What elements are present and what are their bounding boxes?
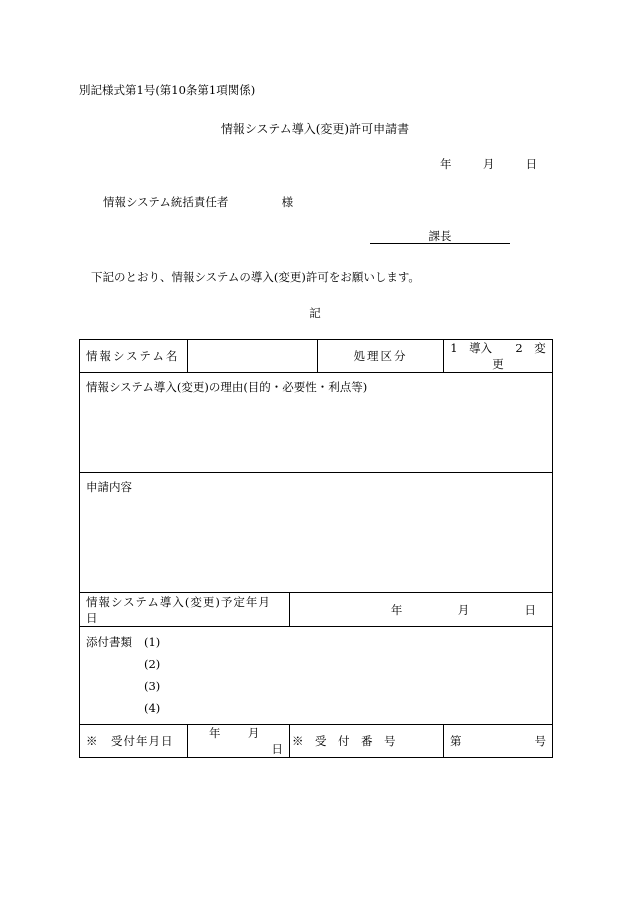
schedule-date-field[interactable]	[290, 593, 553, 627]
row-application-content	[80, 473, 553, 593]
receipt-day: 日	[271, 742, 283, 756]
receipt-date-label: ※ 受付年月日	[80, 725, 188, 758]
application-content-field[interactable]	[80, 473, 553, 593]
applicant-line	[370, 230, 510, 244]
applicant-title: 課長	[428, 229, 452, 243]
attachment-item: (3)	[144, 679, 161, 693]
attachments-field[interactable]	[80, 627, 553, 725]
row-reason	[80, 373, 553, 473]
reason-label: 情報システム導入(変更)の理由(目的・必要性・利点等)	[86, 380, 368, 394]
schedule-day: 日	[524, 602, 537, 617]
category-label: 処理区分	[318, 340, 444, 373]
receipt-number-prefix: 第	[450, 734, 462, 748]
date-line	[440, 156, 537, 172]
date-year: 年	[440, 157, 452, 171]
row-receipt	[80, 725, 553, 758]
reason-field[interactable]	[80, 373, 553, 473]
row-system-name	[80, 340, 553, 373]
receipt-number-field[interactable]	[444, 725, 553, 758]
ki-label: 記	[309, 306, 321, 320]
schedule-label: 情報システム導入(変更)予定年月日	[80, 593, 290, 627]
schedule-month: 月	[457, 602, 470, 617]
schedule-year: 年	[390, 602, 403, 617]
application-content-label: 申請内容	[86, 480, 132, 494]
form-number: 別記様式第1号(第10条第1項関係)	[79, 83, 256, 97]
attachment-item: (1)	[144, 635, 161, 649]
attachments-list	[144, 631, 160, 719]
row-schedule	[80, 593, 553, 627]
attachment-item: (2)	[144, 657, 161, 671]
receipt-year: 年	[209, 726, 221, 740]
application-form-table	[79, 339, 553, 758]
date-day: 日	[525, 157, 538, 171]
system-name-field[interactable]	[188, 340, 318, 373]
category-option-change[interactable]: 2 変更	[492, 341, 546, 371]
addressee: 情報システム統括責任者	[103, 195, 229, 209]
receipt-month: 月	[247, 726, 260, 740]
row-attachments	[80, 627, 553, 725]
honorific: 様	[281, 195, 294, 209]
system-name-label: 情報システム名	[80, 340, 188, 373]
category-options[interactable]	[444, 340, 553, 373]
document-title: 情報システム導入(変更)許可申請書	[220, 122, 410, 136]
date-month: 月	[482, 157, 495, 171]
category-option-introduce[interactable]: 1 導入	[450, 341, 493, 355]
receipt-number-label: ※ 受 付 番 号	[290, 725, 444, 758]
attachment-item: (4)	[144, 701, 161, 715]
attachments-label: 添付書類	[86, 635, 132, 649]
receipt-date-field[interactable]	[188, 725, 290, 758]
intro-text: 下記のとおり、情報システムの導入(変更)許可をお願いします。	[91, 270, 420, 284]
addressee-line	[103, 194, 293, 210]
receipt-number-suffix: 号	[534, 734, 547, 748]
